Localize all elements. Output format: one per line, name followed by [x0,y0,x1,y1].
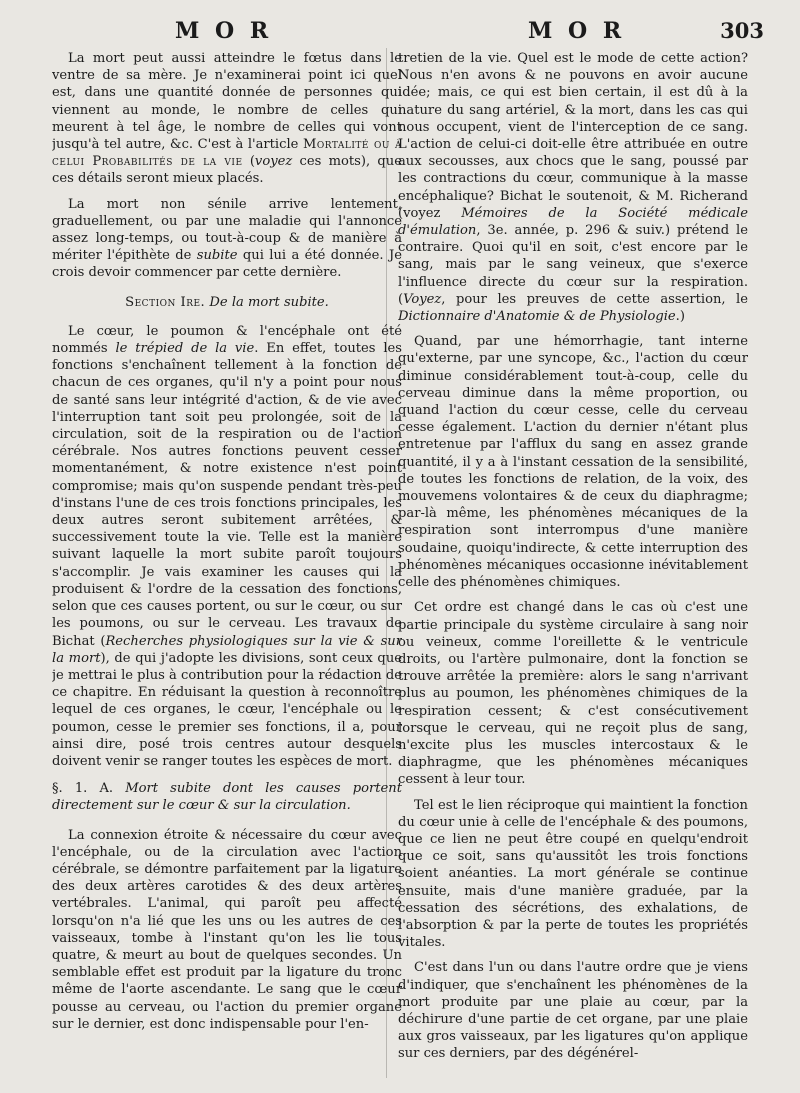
paragraph: Tel est le lien réciproque qui maintient la fonction du cœur unie à celle de l'encéphale & des poumons, que ce lien ne peut être coupé en quelqu'endroit que ce soit, sans qu'aussitôt les trois fonctions soient anéanties. La mort générale se continue ensuite, mais d'une manière graduée, par la cessation des sécrétions, des exhalations, de l'absorption & par la perte de toutes les propriétés vitales. [398,797,748,951]
right-column [398,50,748,1080]
paragraph: Cet ordre est changé dans le cas où c'est une partie principale du système circulaire à sang noir ou veineux, comme l'oreillette & le ventricule droits, ou l'artère pulmonaire, dont la fonction se trouve arrêtée la première: alors le sang n'arrivant plus au poumon, les phénomènes chimiques de la respiration cessent; & c'est consécutivement lorsque le cerveau, qui ne reçoit plus de sang, n'excite plus les muscles intercostaux & le diaphragme, que les phénomènes mécaniques cessent à leur tour. [398,600,748,788]
page-number: 303 [720,18,764,43]
running-head-left: M O R [175,18,273,44]
paragraph: La connexion étroite & nécessaire du cœur avec l'encéphale, ou de la circulation avec l'action cérébrale, se démontre parfaitement par la ligature des deux artères carotides & des deux artères vertébrales. L'animal, qui paroît peu affecté lorsqu'on n'a lié que les uns ou les autres de ces vaisseaux, tombe à l'instant qu'on les lie tous quatre, & meurt au bout de quelques secondes. Un semblable effet est produit par la ligature du tronc même de l'aorte ascendante. Le sang que le cœur pousse au cerveau, ou l'action du premier organe sur le dernier, est donc indispensable pour l'en- [52,827,402,1032]
paragraph: Quand, par une hémorrhagie, tant interne qu'externe, par une syncope, &c., l'action du cœur diminue considérablement tout-à-coup, celle du cerveau diminue dans la même proportion, ou quand l'action du cœur cesse, celle du cerveau cesse également. L'action du dernier n'étant plus entretenue par l'afflux du sang en assez grande quantité, il y a à l'instant cessation de la sensibilité, de toutes les fonctions de relation, de la voix, des mouvemens volontaires & de ceux du diaphragme; par-là même, les phénomènes mécaniques de la respiration sont interrompus d'une manière soudaine, quoiqu'indirecte, & cette interruption des phénomènes mécaniques occasionne inévitablement celle des phénomènes chimiques. [398,334,748,591]
cross-reference: Mortalité ou à celui Probabilités de la vie [52,137,402,170]
paragraph: La mort peut aussi atteindre le fœtus dans le ventre de sa mère. Je n'examinerai point ici quel est, dans une quantité donnée de personnes qui viennent au monde, le nombre de celles qui meurent à tel âge, le nombre de celles qui vont jusqu'à tel autre, &c. C'est à l'article Mortalité ou à celui Probabilités de la vie (voyez ces mots), que ces détails seront mieux placés. [52,51,402,187]
section-heading: Section Ire. De la mort subite. [125,294,329,310]
subsection-heading: §. 1. A. Mort subite dont les causes portent directement sur le cœur & sur la circulation. [52,781,402,814]
left-column [52,50,402,1080]
paragraph: La mort non sénile arrive lentement, graduellement, ou par une maladie qui l'annonce assez long-temps, ou tout-à-coup & de manière à mériter l'épithète de subite qui lui a été donnée. Je crois devoir commencer par cette dernière. [52,196,402,281]
paragraph: tretien de la vie. Quel est le mode de cette action? Nous n'en avons & ne pouvons en avoir aucune idée; mais, ce qui est bien certain, il est dû à la nature du sang artériel, & la mort, dans les cas qui nous occupent, vient de l'interception de ce sang. L'action de celui-ci doit-elle être attribuée en outre aux secousses, aux chocs que le sang, poussé par les contractions du cœur, communique à la masse encéphalique? Bichat le soutenoit, & M. Richerand (voyez Mémoires de la Société médicale d'émulation, 3e. année, p. 296 & suiv.) prétend le contraire. Quoi qu'il en soit, c'est encore par le sang, mais par le sang veineux, que s'exerce l'influence directe du cœur sur la respiration. (Voyez, pour les preuves de cette assertion, le Dictionnaire d'Anatomie & de Physiologie.) [398,51,748,325]
paragraph: Le cœur, le poumon & l'encéphale ont été nommés le trépied de la vie. En effet, toutes les fonctions s'enchaînent tellement à la fonction de chacun de ces organes, qu'il n'y a point pour nous de santé sans leur intégrité d'action, & de vie avec l'interruption tant soit peu prolongée, soit de la circulation, soit de la respiration ou de l'action cérébrale. Nos autres fonctions peuvent cesser momentanément, & notre existence n'est point compromise; mais qu'on suspende pendant très-peu d'instans l'une de ces trois fonctions principales, les deux autres seront subitement arrêtées, & successivement toute la vie. Telle est la manière suivant laquelle la mort subite paroît toujours s'accomplir. Je vais examiner les causes qui la produisent & l'ordre de la cessation des fonctions, selon que ces causes portent, ou sur le cœur, ou sur les poumons, ou sur le cerveau. Les travaux de Bichat (Recherches physiologiques sur la vie & sur la mort), de qui j'adopte les divisions, sont ceux que je mettrai le plus à contribution pour la rédaction de ce chapitre. En réduisant la question à reconnoître lequel de ces organes, le cœur, l'encéphale ou le poumon, cesse le premier ses fonctions, il a, pour ainsi dire, posé trois centres autour desquels doivent venir se ranger toutes les espèces de mort. [52,323,402,769]
paragraph: C'est dans l'un ou dans l'autre ordre que je viens d'indiquer, que s'enchaînent les phénomènes de la mort produite par une plaie au cœur, par la déchirure d'une partie de cet organe, par une plaie aux gros vaisseaux, par les ligatures qu'on applique sur ces derniers, par des dégénérel- [398,960,748,1062]
running-head-right: M O R [528,18,626,44]
